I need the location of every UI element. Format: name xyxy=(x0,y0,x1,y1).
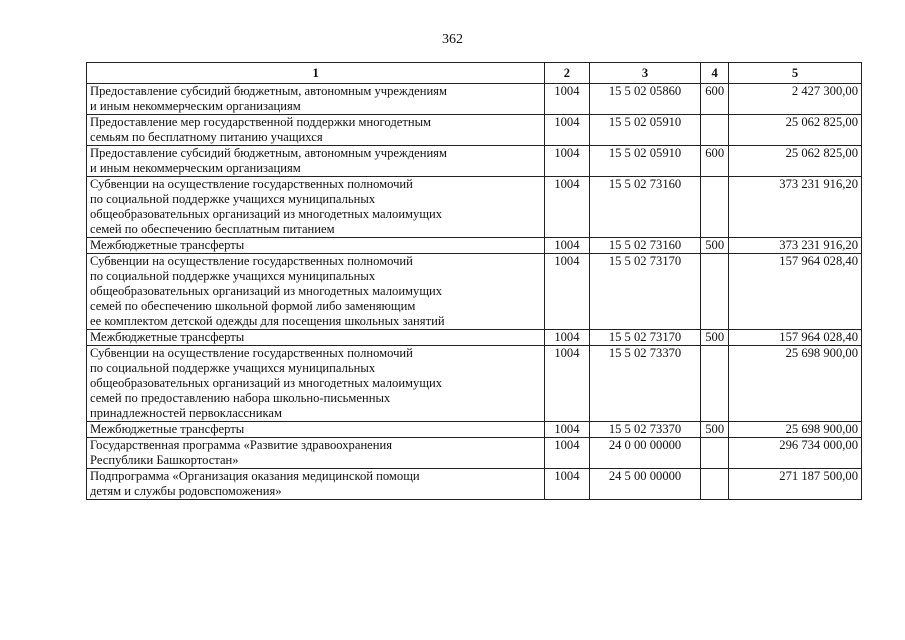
row-name-line: и иным некоммерческим организациям xyxy=(90,99,301,113)
amount-cell: 25 062 825,00 xyxy=(728,146,861,177)
amount-cell: 2 427 300,00 xyxy=(728,84,861,115)
section-code-cell: 1004 xyxy=(545,330,589,346)
expense-type-cell xyxy=(701,177,728,238)
amount-cell: 271 187 500,00 xyxy=(728,469,861,500)
expense-type-cell xyxy=(701,254,728,330)
target-article-cell: 15 5 02 73170 xyxy=(589,254,701,330)
table-row xyxy=(87,330,862,346)
target-article-cell: 15 5 02 73170 xyxy=(589,330,701,346)
expense-type-cell xyxy=(701,346,728,422)
amount-cell: 296 734 000,00 xyxy=(728,438,861,469)
page-number: 362 xyxy=(442,32,463,47)
table-row xyxy=(87,438,862,469)
table-header-row xyxy=(87,63,862,84)
row-name-line: Предоставление субсидий бюджетным, автономным учреждениям xyxy=(90,84,447,98)
table-body xyxy=(87,84,862,500)
row-name-cell xyxy=(87,422,545,438)
row-name-cell xyxy=(87,469,545,500)
row-name-line: Субвенции на осуществление государственных полномочий xyxy=(90,346,413,360)
table-row xyxy=(87,469,862,500)
expense-type-cell xyxy=(701,115,728,146)
row-name-line: общеобразовательных организаций из многодетных малоимущих xyxy=(90,284,443,298)
section-code-cell: 1004 xyxy=(545,422,589,438)
row-name-line: семей по обеспечению школьной формой либо заменяющим xyxy=(90,299,416,313)
row-name-line: Республики Башкортостан» xyxy=(90,453,239,467)
section-code-cell: 1004 xyxy=(545,346,589,422)
target-article-cell: 15 5 02 73160 xyxy=(589,177,701,238)
row-name-line: Межбюджетные трансферты xyxy=(90,238,245,252)
row-name-line: Межбюджетные трансферты xyxy=(90,330,245,344)
row-name-line: Государственная программа «Развитие здравоохранения xyxy=(90,438,393,452)
section-code-cell: 1004 xyxy=(545,115,589,146)
amount-cell: 25 698 900,00 xyxy=(728,346,861,422)
header-col-5: 5 xyxy=(728,63,861,84)
row-name-cell xyxy=(87,238,545,254)
row-name-line: семей по предоставлению набора школьно-письменных xyxy=(90,391,391,405)
row-name-line: по социальной поддержке учащихся муниципальных xyxy=(90,192,376,206)
row-name-line: по социальной поддержке учащихся муниципальных xyxy=(90,269,376,283)
expense-type-cell: 500 xyxy=(701,330,728,346)
section-code-cell: 1004 xyxy=(545,254,589,330)
row-name-line: семьям по бесплатному питанию учащихся xyxy=(90,130,323,144)
row-name-cell xyxy=(87,254,545,330)
section-code-cell: 1004 xyxy=(545,438,589,469)
section-code-cell: 1004 xyxy=(545,84,589,115)
row-name-line: по социальной поддержке учащихся муниципальных xyxy=(90,361,376,375)
amount-cell: 25 698 900,00 xyxy=(728,422,861,438)
amount-cell: 25 062 825,00 xyxy=(728,115,861,146)
header-col-3: 3 xyxy=(589,63,701,84)
target-article-cell: 24 0 00 00000 xyxy=(589,438,701,469)
table-row xyxy=(87,254,862,330)
row-name-cell xyxy=(87,84,545,115)
row-name-line: и иным некоммерческим организациям xyxy=(90,161,301,175)
target-article-cell: 15 5 02 73370 xyxy=(589,346,701,422)
expense-type-cell xyxy=(701,469,728,500)
row-name-line: ее комплектом детской одежды для посещения школьных занятий xyxy=(90,314,445,328)
table-row xyxy=(87,238,862,254)
header-col-1: 1 xyxy=(87,63,545,84)
table-row xyxy=(87,84,862,115)
section-code-cell: 1004 xyxy=(545,469,589,500)
row-name-line: детям и службы родовспоможения» xyxy=(90,484,282,498)
expense-type-cell: 500 xyxy=(701,238,728,254)
target-article-cell: 15 5 02 05910 xyxy=(589,115,701,146)
row-name-cell xyxy=(87,438,545,469)
table-row xyxy=(87,422,862,438)
target-article-cell: 24 5 00 00000 xyxy=(589,469,701,500)
budget-table xyxy=(86,62,862,500)
header-col-4: 4 xyxy=(701,63,728,84)
section-code-cell: 1004 xyxy=(545,238,589,254)
table-row xyxy=(87,146,862,177)
row-name-line: Предоставление субсидий бюджетным, автономным учреждениям xyxy=(90,146,447,160)
header-col-2: 2 xyxy=(545,63,589,84)
table-row xyxy=(87,177,862,238)
row-name-line: Предоставление мер государственной поддержки многодетным xyxy=(90,115,431,129)
row-name-line: общеобразовательных организаций из многодетных малоимущих xyxy=(90,207,443,221)
amount-cell: 157 964 028,40 xyxy=(728,330,861,346)
row-name-cell xyxy=(87,330,545,346)
row-name-line: семей по обеспечению бесплатным питанием xyxy=(90,222,335,236)
row-name-cell xyxy=(87,115,545,146)
target-article-cell: 15 5 02 05860 xyxy=(589,84,701,115)
row-name-line: Субвенции на осуществление государственных полномочий xyxy=(90,254,413,268)
target-article-cell: 15 5 02 73160 xyxy=(589,238,701,254)
row-name-line: Межбюджетные трансферты xyxy=(90,422,245,436)
amount-cell: 373 231 916,20 xyxy=(728,238,861,254)
target-article-cell: 15 5 02 05910 xyxy=(589,146,701,177)
table-row xyxy=(87,346,862,422)
row-name-line: Подпрограмма «Организация оказания медицинской помощи xyxy=(90,469,420,483)
amount-cell: 373 231 916,20 xyxy=(728,177,861,238)
row-name-line: общеобразовательных организаций из многодетных малоимущих xyxy=(90,376,443,390)
row-name-line: Субвенции на осуществление государственных полномочий xyxy=(90,177,413,191)
row-name-line: принадлежностей первоклассникам xyxy=(90,406,282,420)
expense-type-cell: 600 xyxy=(701,84,728,115)
expense-type-cell xyxy=(701,438,728,469)
row-name-cell xyxy=(87,146,545,177)
row-name-cell xyxy=(87,177,545,238)
row-name-cell xyxy=(87,346,545,422)
expense-type-cell: 500 xyxy=(701,422,728,438)
expense-type-cell: 600 xyxy=(701,146,728,177)
amount-cell: 157 964 028,40 xyxy=(728,254,861,330)
section-code-cell: 1004 xyxy=(545,146,589,177)
section-code-cell: 1004 xyxy=(545,177,589,238)
target-article-cell: 15 5 02 73370 xyxy=(589,422,701,438)
table-row xyxy=(87,115,862,146)
